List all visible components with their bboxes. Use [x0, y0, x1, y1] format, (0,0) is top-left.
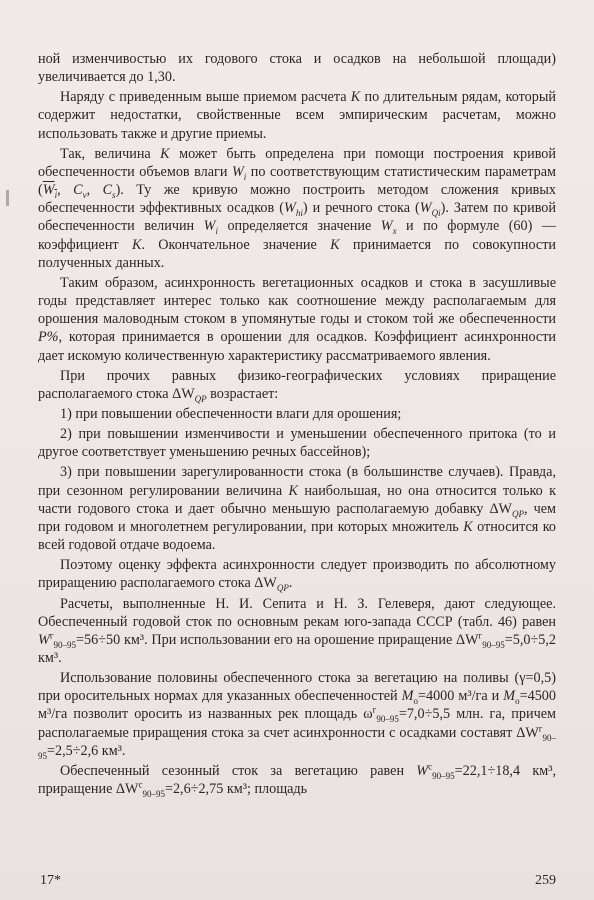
- paragraph-2: Наряду с приведенным выше приемом расчета K по длительным рядам, который содержит недостатки, свойственные всем эмпирическим расчетам, можно использовать также и другие приемы.: [38, 89, 556, 142]
- paragraph-3: Так, величина K может быть определена при помощи построения кривой обеспеченности объемов влаги $W_i$ по соответствующим статистическим параметрам ($W_i$, $C_v$, $C_s$). Ту же кривую можно построить методом сложения кривых обеспеченности эффективных осадков $(W_{hi})$ и речного стока $(W_{Qi})$. Затем по кривой обеспеченности величин $W_i$ определяется значение $W_x$ и по формуле (60) — коэффициент K. Окончательное значение K принимается по совокупности полученных данных.: [38, 145, 557, 271]
- page-text: [38, 50, 556, 798]
- signature-mark: 17*: [40, 873, 61, 888]
- paragraph-5: При прочих равных физико-географических условиях приращение располагаемого стока $\Delta W_{QP}$ возрастает:: [38, 367, 556, 404]
- page-footer: [40, 873, 556, 889]
- paragraph-9: Обеспеченный сезонный сток за вегетацию равен $W^с_{90-95}=22,1\div 18,4$ км³, приращение $\Delta W^с_{90-95}=2,6\div 2,75$ км³; площадь: [38, 761, 556, 799]
- page-number: 259: [535, 873, 556, 888]
- paragraph-7: Расчеты, выполненные Н. И. Сепита и Н. З. Гелеверя, дают следующее. Обеспеченный годовой сток по основным рекам юго-запада СССР (табл. 46) равен $W^г_{90-95}=56\div 50$ км³. При использовании его на орошение приращение $\Delta W^г_{90-95}=5,0\div 5,2$ км³.: [38, 595, 556, 666]
- paragraph-6: Поэтому оценку эффекта асинхронности следует производить по абсолютному приращению располагаемого стока $\Delta W_{QP}$.: [38, 557, 556, 594]
- list-item-3: 3) при повышении зарегулированности стока (в большинстве случаев). Правда, при сезонном регулировании величина K наибольшая, но она относится только к части годового стока и дает обычно меньшую располагаемую добавку $\Delta W_{QP}$, чем при годовом и многолетнем регулировании, при которых множитель K относится ко всей годовой отдаче водоема.: [38, 464, 557, 554]
- paragraph-8: Использование половины обеспеченного стока за вегетацию на поливы (γ=0,5) при оросительных нормах для указанных обеспеченностей $M_o=4000$ м³/га и $M_o=4500$ м³/га позволит оросить из названных рек площадь $\omega^г_{90-95}=7,0\div 5,5$ млн. га, причем располагаемые приращения стока за счет асинхронности с осадками составят $\Delta W^г_{90-95}=2,5\div 2,6$ км³.: [38, 670, 556, 761]
- margin-mark: [6, 190, 9, 206]
- paragraph-1: ной изменчивостью их годового стока и осадков на небольшой площади) увеличивается до 1,30.: [38, 51, 556, 86]
- paragraph-4: Таким образом, асинхронность вегетационных осадков и стока в засушливые годы представляет интерес только как соотношение между располагаемым для орошения маловодным стоком в упомянутые годы и стоком той же обеспеченности P%, которая принимается в орошении для осадков. Коэффициент асинхронности дает искомую количественную характеристику рассматриваемого явления.: [38, 274, 556, 364]
- list-item-1: 1) при повышении обеспеченности влаги для орошения;: [60, 405, 402, 422]
- list-item-2: 2) при повышении изменчивости и уменьшении обеспеченного притока (то и другое соответствует уменьшению речных бассейнов);: [38, 426, 556, 461]
